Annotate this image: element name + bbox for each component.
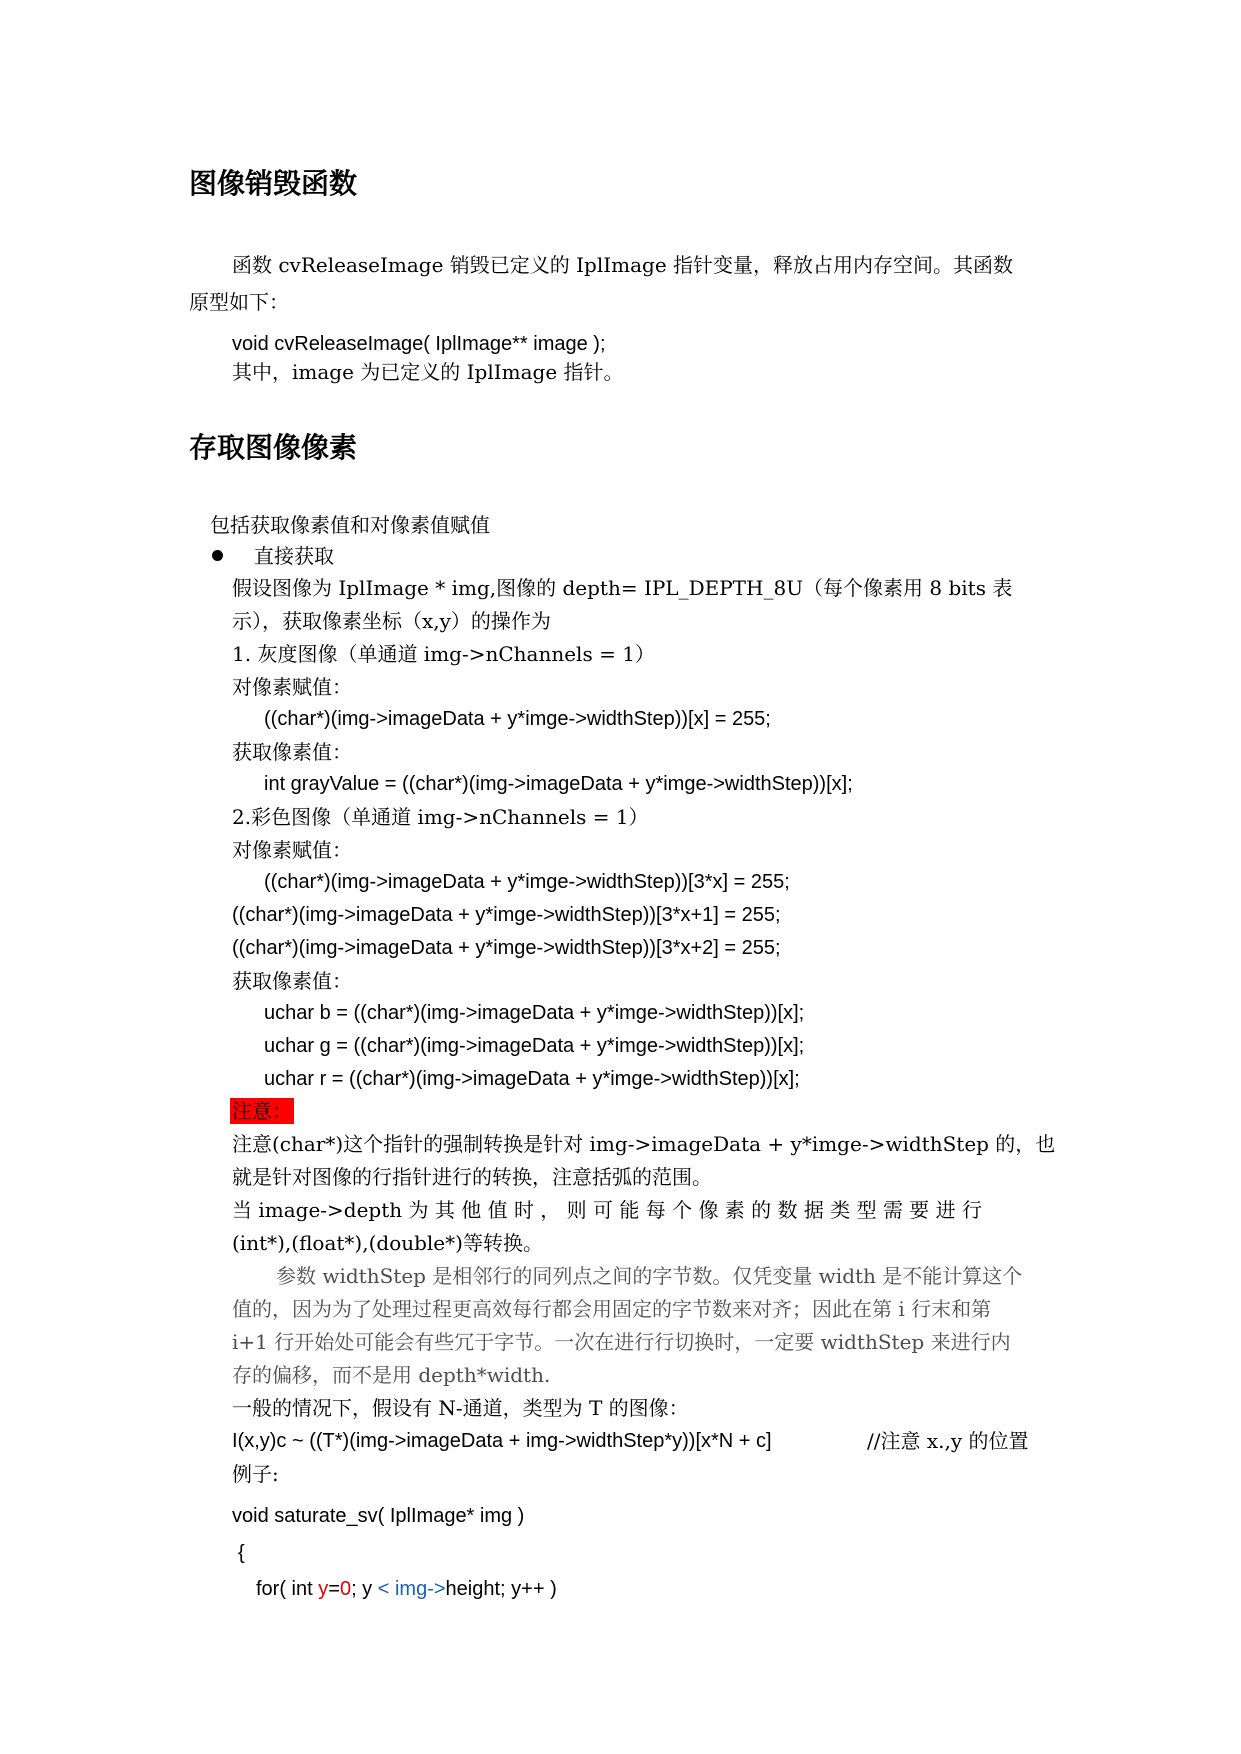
general-case-line: 一般的情况下，假设有 N-通道，类型为 T 的图像：: [232, 1396, 689, 1420]
release-para-text-1: 函数 cvReleaseImage 销毁已定义的 IplImage 指针变量，释放占用内存空间。其函数: [232, 253, 1014, 277]
section-heading-release: 图像销毁函数: [189, 167, 358, 200]
for-eq: =: [328, 1578, 340, 1600]
for-suffix: height; y++ ): [445, 1578, 557, 1600]
for-zero: 0: [339, 1578, 352, 1600]
release-prototype: void cvReleaseImage( IplImage** image );: [232, 333, 606, 355]
bullet-label-direct: 直接获取: [254, 544, 334, 568]
example-label: 例子:: [232, 1462, 279, 1486]
depth-line-1: 当 image->depth 为 其 他 值 时 ， 则 可 能 每 个 像 素 的 数 据 类 型 需 要 进 行: [232, 1198, 983, 1222]
release-para-line-1: [232, 252, 1013, 278]
attention-label-wrap: [230, 1098, 294, 1124]
widthstep-line-1: 参数 widthStep 是相邻行的同列点之间的字节数。仅凭变量 width 是不能计算这个: [276, 1264, 1023, 1288]
example-signature: void saturate_sv( IplImage* img ): [232, 1505, 525, 1527]
bullet-dot: [212, 550, 223, 561]
color-get-code-g: uchar g = ((char*)(img->imageData + y*imge->widthStep))[x];: [264, 1035, 805, 1057]
color-assign-code-2: ((char*)(img->imageData + y*imge->widthStep))[3*x+1] = 255;: [232, 904, 781, 926]
color-assign-code-1: ((char*)(img->imageData + y*imge->widthStep))[3*x] = 255;: [264, 871, 790, 893]
assign-label-gray: 对像素赋值：: [232, 675, 352, 699]
depth-line-2: (int*),(float*),(double*)等转换。: [232, 1231, 543, 1255]
gray-image-title: 1. 灰度图像（单通道 img->nChannels = 1）: [232, 642, 655, 666]
for-mid: ; y: [351, 1578, 378, 1600]
widthstep-line-3: i+1 行开始处可能会有些冗于字节。一次在进行行切换时，一定要 widthStep 来进行内: [232, 1330, 1011, 1354]
example-open-brace: {: [238, 1542, 245, 1564]
gray-get-code: int grayValue = ((char*)(img->imageData + y*imge->widthStep))[x];: [264, 773, 853, 795]
widthstep-line-2: 值的，因为为了处理过程更高效每行都会用固定的字节数来对齐；因此在第 i 行末和第: [232, 1297, 992, 1321]
attention-label: 注意：: [232, 1099, 292, 1123]
for-var-y: y: [318, 1578, 329, 1600]
release-para-line-2: 原型如下：: [189, 290, 289, 314]
color-assign-code-3: ((char*)(img->imageData + y*imge->widthStep))[3*x+2] = 255;: [232, 937, 781, 959]
widthstep-line-4: 存的偏移，而不是用 depth*width.: [232, 1363, 551, 1387]
gray-assign-code: ((char*)(img->imageData + y*imge->widthStep))[x] = 255;: [264, 708, 771, 730]
assign-label-color: 对像素赋值：: [232, 838, 352, 862]
color-get-code-r: uchar r = ((char*)(img->imageData + y*imge->widthStep))[x];: [264, 1068, 800, 1090]
get-label-gray: 获取像素值：: [232, 740, 352, 764]
color-get-code-b: uchar b = ((char*)(img->imageData + y*imge->widthStep))[x];: [264, 1002, 805, 1024]
get-label-color: 获取像素值：: [232, 969, 352, 993]
general-comment: //注意 x.,y 的位置: [867, 1429, 1029, 1453]
assume-line-1: 假设图像为 IplImage * img,图像的 depth= IPL_DEPTH_8U（每个像素用 8 bits 表: [232, 576, 1013, 600]
section-heading-access: 存取图像像素: [189, 431, 358, 464]
attention-line-1: 注意(char*)这个指针的强制转换是针对 img->imageData + y*imge->widthStep 的，也: [232, 1132, 1056, 1156]
general-formula: I(x,y)c ~ ((T*)(img->imageData + img->widthStep*y))[x*N + c]: [232, 1430, 772, 1452]
release-note: 其中，image 为已定义的 IplImage 指针。: [232, 360, 624, 384]
for-prefix: for( int: [256, 1578, 319, 1600]
access-intro: 包括获取像素值和对像素值赋值: [210, 513, 490, 537]
attention-line-2: 就是针对图像的行指针进行的转换，注意括弧的范围。: [232, 1165, 712, 1189]
assume-line-2: 示），获取像素坐标（x,y）的操作为: [232, 609, 551, 633]
example-for-line: [256, 1576, 557, 1602]
for-lt-img: < img->: [377, 1578, 446, 1600]
color-image-title: 2.彩色图像（单通道 img->nChannels = 1）: [232, 805, 649, 829]
